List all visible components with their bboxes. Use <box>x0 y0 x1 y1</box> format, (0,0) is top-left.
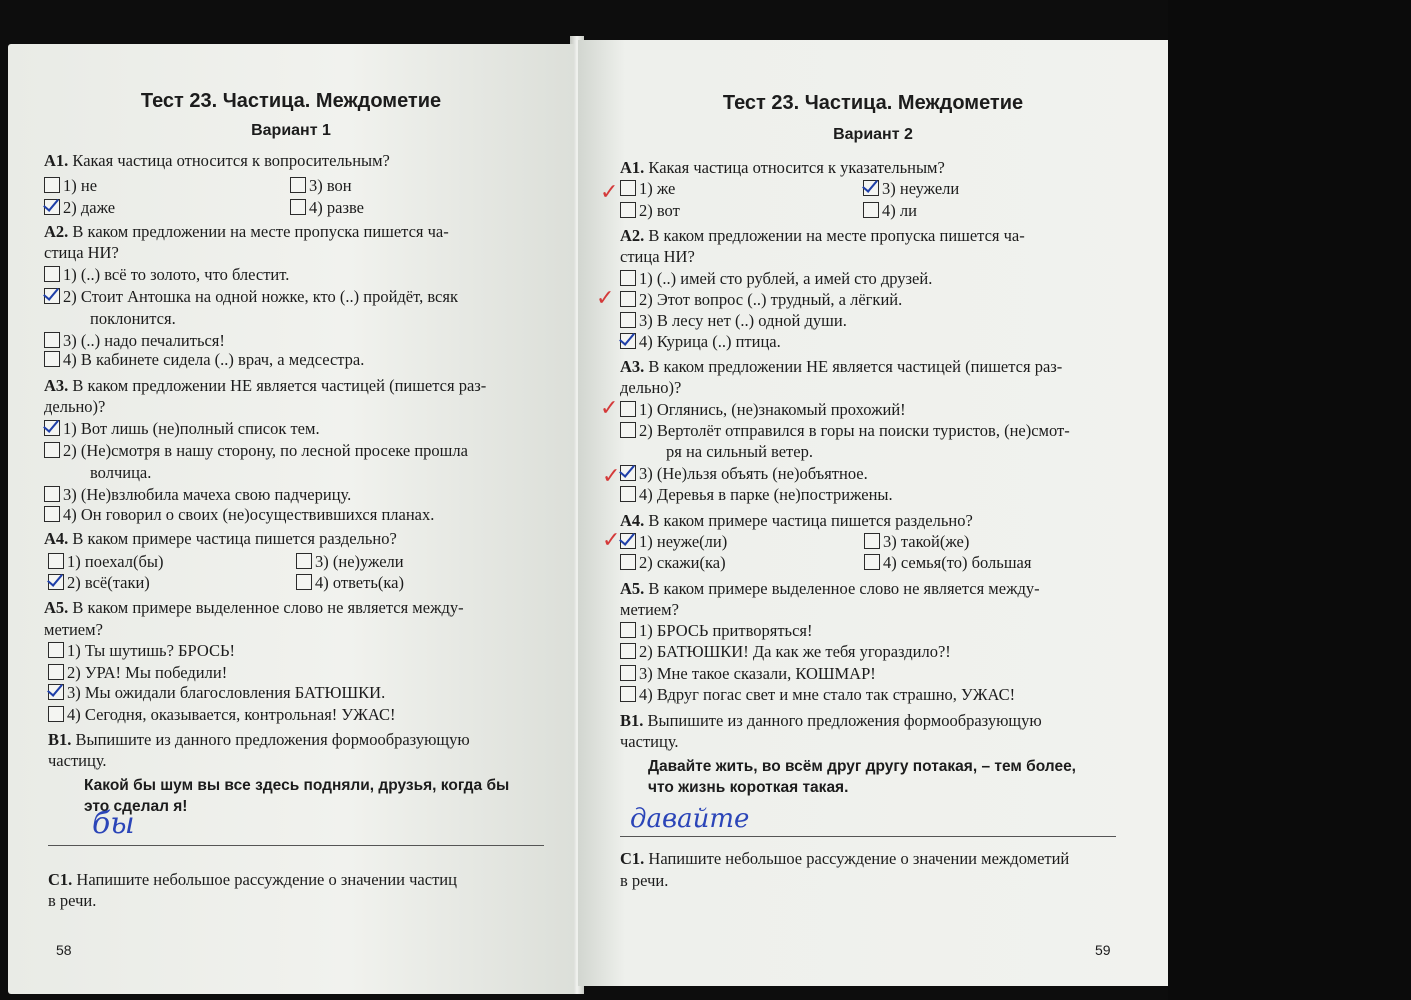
checkbox-checked[interactable] <box>44 288 60 304</box>
page-title: Тест 23. Частица. Междометие <box>140 90 442 112</box>
handwritten-answer: бы <box>92 806 135 841</box>
question-a3-cont: дельно)? <box>620 378 682 397</box>
option-a3-4[interactable]: 4) Он говорил о своих (не)осуществившихся планах. <box>44 504 434 525</box>
option-a3-1[interactable]: 1) Вот лишь (не)полный список тем. <box>44 418 320 439</box>
question-a3: А3. В каком предложении НЕ является частицей (пишется раз- <box>620 357 1063 376</box>
option-a5-3[interactable]: 3) Мне такое сказали, КОШМАР! <box>620 663 876 684</box>
handwritten-answer: давайте <box>630 804 750 834</box>
question-a3: А3. В каком предложении НЕ является частицей (пишется раз- <box>44 376 487 395</box>
question-c1-cont: в речи. <box>48 891 97 910</box>
answer-line <box>48 845 544 846</box>
red-check-mark: ✓ <box>596 286 615 311</box>
option-a1-3[interactable]: 3) вон <box>290 175 352 196</box>
option-a4-1[interactable]: 1) поехал(бы) <box>48 551 163 572</box>
checkbox[interactable] <box>620 422 636 438</box>
checkbox[interactable] <box>620 643 636 659</box>
option-a1-4[interactable]: 4) ли <box>863 200 917 221</box>
checkbox-checked[interactable] <box>620 465 636 481</box>
question-b1: В1. Выпишите из данного предложения формообразующую <box>620 711 1042 730</box>
option-a2-3[interactable]: 3) В лесу нет (..) одной души. <box>620 310 847 331</box>
checkbox[interactable] <box>296 553 312 569</box>
checkbox[interactable] <box>48 642 64 658</box>
checkbox[interactable] <box>620 486 636 502</box>
question-a5-cont: метием? <box>620 600 679 619</box>
question-b1-cont: частицу. <box>48 751 107 770</box>
checkbox[interactable] <box>44 506 60 522</box>
question-a2-cont: стица НИ? <box>620 247 695 266</box>
option-a4-4[interactable]: 4) семья(то) большая <box>864 552 1031 573</box>
option-a3-3[interactable]: 3) (Не)взлюбила мачеха свою падчерицу. <box>44 484 351 505</box>
option-a2-1[interactable]: 1) (..) имей сто рублей, а имей сто друзей. <box>620 268 932 289</box>
left-page <box>8 44 574 994</box>
checkbox[interactable] <box>620 554 636 570</box>
red-check-mark: ✓ <box>602 528 621 553</box>
option-a3-2[interactable]: 2) (Не)смотря в нашу сторону, по лесной просеке прошла <box>44 440 468 461</box>
checkbox[interactable] <box>48 553 64 569</box>
question-b1: В1. Выпишите из данного предложения формообразующую <box>48 730 470 749</box>
variant-label: Вариант 2 <box>833 126 913 143</box>
question-a3-cont: дельно)? <box>44 397 106 416</box>
checkbox[interactable] <box>48 664 64 680</box>
option-a5-4[interactable]: 4) Сегодня, оказывается, контрольная! УЖАС! <box>48 704 395 725</box>
option-a5-1[interactable]: 1) Ты шутишь? БРОСЬ! <box>48 640 235 661</box>
option-a5-2[interactable]: 2) БАТЮШКИ! Да как же тебя угораздило?! <box>620 641 951 662</box>
task-sentence-cont: это сделал я! <box>84 798 188 815</box>
question-b1-cont: частицу. <box>620 732 679 751</box>
checkbox[interactable] <box>620 686 636 702</box>
checkbox[interactable] <box>864 554 880 570</box>
checkbox[interactable] <box>620 622 636 638</box>
task-sentence: Давайте жить, во всём друг другу потакая, – тем более, <box>648 758 1076 775</box>
option-a3-4[interactable]: 4) Деревья в парке (не)пострижены. <box>620 484 893 505</box>
checkbox[interactable] <box>44 442 60 458</box>
option-a5-3[interactable]: 3) Мы ожидали благословления БАТЮШКИ. <box>48 682 385 703</box>
checkbox[interactable] <box>44 266 60 282</box>
option-a1-1[interactable]: 1) же <box>620 178 675 199</box>
option-a2-1[interactable]: 1) (..) всё то золото, что блестит. <box>44 264 289 285</box>
option-a3-2-cont: ря на сильный ветер. <box>666 442 813 461</box>
checkbox[interactable] <box>48 706 64 722</box>
option-a1-3[interactable]: 3) неужели <box>863 178 959 199</box>
task-sentence: Какой бы шум вы все здесь подняли, друзья, когда бы <box>84 777 510 794</box>
checkbox[interactable] <box>620 180 636 196</box>
checkbox[interactable] <box>620 202 636 218</box>
option-a2-2[interactable]: 2) Стоит Антошка на одной ножке, кто (..) пройдёт, всяк <box>44 286 458 307</box>
red-check-mark: ✓ <box>600 396 619 421</box>
question-a5: А5. В каком примере выделенное слово не является между- <box>44 598 464 617</box>
option-a2-4[interactable]: 4) Курица (..) птица. <box>620 331 781 352</box>
checkbox[interactable] <box>864 533 880 549</box>
option-a2-3[interactable]: 3) (..) надо печалиться! <box>44 330 225 351</box>
option-a2-4[interactable]: 4) В кабинете сидела (..) врач, а медсестра. <box>44 349 364 370</box>
red-check-mark: ✓ <box>600 180 619 205</box>
checkbox[interactable] <box>290 177 306 193</box>
checkbox[interactable] <box>620 312 636 328</box>
question-a2: А2. В каком предложении на месте пропуска пишется ча- <box>620 226 1025 245</box>
question-a2-cont: стица НИ? <box>44 243 119 262</box>
answer-line <box>620 836 1116 837</box>
right-page <box>578 40 1168 986</box>
checkbox[interactable] <box>863 202 879 218</box>
option-a1-2[interactable]: 2) даже <box>44 197 115 218</box>
option-a4-1[interactable]: 1) неуже(ли) <box>620 531 727 552</box>
option-a4-3[interactable]: 3) (не)ужели <box>296 551 404 572</box>
question-a1: А1. Какая частица относится к вопросительным? <box>44 151 390 170</box>
question-a5-cont: метием? <box>44 620 103 639</box>
question-c1: С1. Напишите небольшое рассуждение о значении междометий <box>620 849 1070 868</box>
question-a4: А4. В каком примере частица пишется раздельно? <box>620 511 973 530</box>
option-a3-1[interactable]: 1) Оглянись, (не)знакомый прохожий! <box>620 399 906 420</box>
question-a1: А1. Какая частица относится к указательным? <box>620 158 945 177</box>
option-a4-2[interactable]: 2) скажи(ка) <box>620 552 726 573</box>
option-a1-2[interactable]: 2) вот <box>620 200 680 221</box>
question-a4: А4. В каком примере частица пишется раздельно? <box>44 529 397 548</box>
option-a5-2[interactable]: 2) УРА! Мы победили! <box>48 662 227 683</box>
checkbox-checked[interactable] <box>44 199 60 215</box>
option-a3-3[interactable]: 3) (Не)льзя объять (не)объятное. <box>620 463 868 484</box>
checkbox[interactable] <box>620 270 636 286</box>
page-number: 58 <box>56 942 72 958</box>
option-a3-2[interactable]: 2) Вертолёт отправился в горы на поиски туристов, (не)смот- <box>620 420 1070 441</box>
option-a4-3[interactable]: 3) такой(же) <box>864 531 969 552</box>
checkbox-checked[interactable] <box>863 180 879 196</box>
option-a4-4[interactable]: 4) ответь(ка) <box>296 572 404 593</box>
question-a2: А2. В каком предложении на месте пропуска пишется ча- <box>44 222 449 241</box>
checkbox-checked[interactable] <box>620 533 636 549</box>
checkbox[interactable] <box>296 574 312 590</box>
checkbox[interactable] <box>620 291 636 307</box>
page-title: Тест 23. Частица. Междометие <box>722 92 1024 114</box>
checkbox[interactable] <box>44 332 60 348</box>
task-sentence-cont: что жизнь короткая такая. <box>648 779 849 796</box>
question-c1-cont: в речи. <box>620 871 669 890</box>
checkbox-checked[interactable] <box>44 420 60 436</box>
variant-label: Вариант 1 <box>251 122 331 139</box>
checkbox-checked[interactable] <box>48 574 64 590</box>
option-a2-2[interactable]: 2) Этот вопрос (..) трудный, а лёгкий. <box>620 289 902 310</box>
background-dark <box>1168 0 1411 1000</box>
option-a1-4[interactable]: 4) разве <box>290 197 364 218</box>
checkbox[interactable] <box>620 401 636 417</box>
checkbox[interactable] <box>44 486 60 502</box>
option-a1-1[interactable]: 1) не <box>44 175 97 196</box>
red-check-mark: ✓ <box>602 464 621 489</box>
option-a3-2-cont: волчица. <box>90 463 152 482</box>
checkbox[interactable] <box>290 199 306 215</box>
checkbox-checked[interactable] <box>620 333 636 349</box>
option-a2-2-cont: поклонится. <box>90 309 176 328</box>
checkbox-checked[interactable] <box>48 684 64 700</box>
option-a5-4[interactable]: 4) Вдруг погас свет и мне стало так страшно, УЖАС! <box>620 684 1015 705</box>
checkbox[interactable] <box>44 351 60 367</box>
checkbox[interactable] <box>44 177 60 193</box>
option-a5-1[interactable]: 1) БРОСЬ притворяться! <box>620 620 812 641</box>
checkbox[interactable] <box>620 665 636 681</box>
option-a4-2[interactable]: 2) всё(таки) <box>48 572 150 593</box>
question-a5: А5. В каком примере выделенное слово не является между- <box>620 579 1040 598</box>
question-c1: С1. Напишите небольшое рассуждение о значении частиц <box>48 870 457 889</box>
page-number: 59 <box>1095 942 1111 958</box>
